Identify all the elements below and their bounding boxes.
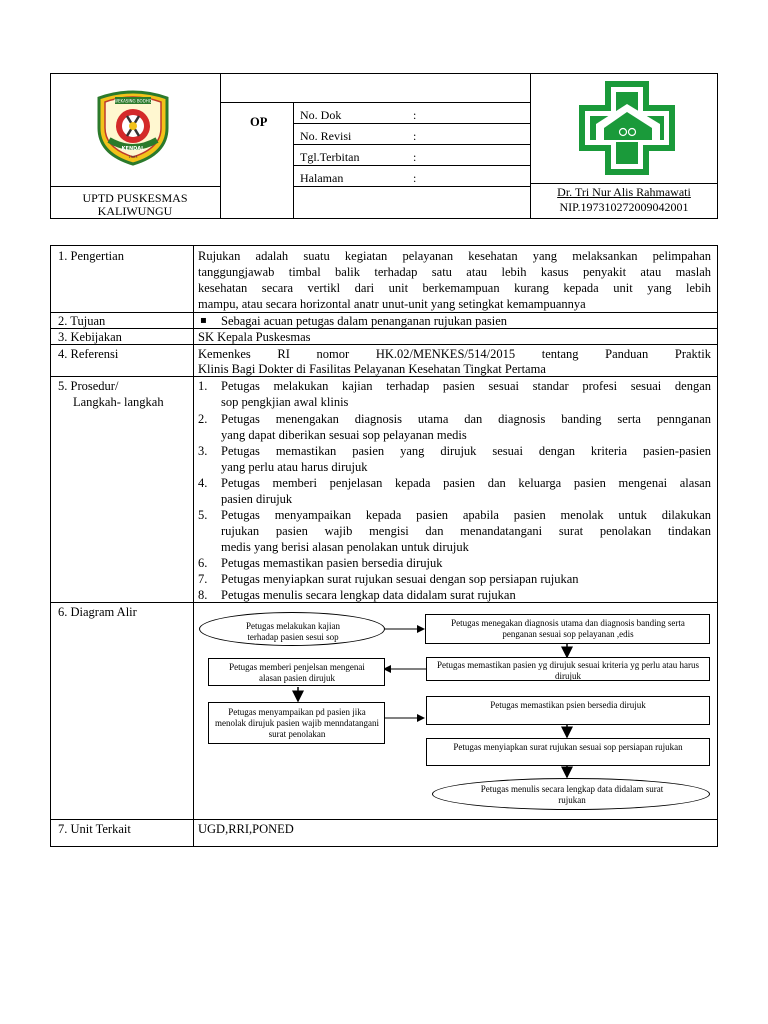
field-no-revisi: No. Revisi	[300, 129, 352, 143]
pengertian-label: 1. Pengertian	[58, 249, 124, 263]
tujuan-text: Sebagai acuan petugas dalam penanganan rujukan pasien	[221, 314, 507, 328]
kebijakan-label: 3. Kebijakan	[58, 330, 122, 344]
field-colon: :	[413, 129, 417, 143]
org-name-line1: UPTD PUSKESMAS	[82, 191, 188, 205]
pengertian-line: Rujukan adalah suatu kegiatan pelayanan kesehatan yang melaksankan pelimpahan	[198, 249, 711, 263]
kendal-emblem-icon	[91, 84, 175, 166]
prosedur-line: Petugas menulis secara lengkap data didalam surat rujukan	[221, 588, 516, 602]
prosedur-line: Petugas memberi penjelasan kepada pasien dan keluarga pasien mengenai alasan	[221, 476, 711, 490]
unit-label: 7. Unit Terkait	[58, 822, 131, 836]
prosedur-num: 4.	[198, 476, 208, 490]
prosedur-line: rujukan pasien wajib mengisi dan menandatangani surat penolakan tindakan	[221, 524, 711, 538]
flow-node-1	[199, 612, 385, 646]
flow-node-6	[426, 696, 710, 725]
flow-node-4-text: Petugas memberi penjelsan mengenai alasan pasien dirujuk	[229, 662, 365, 683]
flow-node-1-text: Petugas melakukan kajian terhadap pasien sesui sop	[246, 621, 340, 642]
referensi-line: Kemenkes RI nomor HK.02/MENKES/514/2015 tentang Panduan Praktik	[198, 347, 711, 361]
tujuan-label: 2. Tujuan	[58, 314, 106, 328]
prosedur-line: Petugas menyampaikan kepada pasien apabila pasien menolak untuk dilakukan	[221, 508, 711, 522]
kendal-emblem-logo	[91, 84, 175, 166]
prosedur-line: Petugas memastikan pasien bersedia dirujuk	[221, 556, 443, 570]
field-halaman: Halaman	[300, 171, 344, 185]
flow-node-3	[426, 657, 710, 681]
pengertian-line: mampu, atau secara horizontal anatr unut-unit yang setingkat kemampuannya	[198, 297, 586, 311]
field-colon: :	[413, 150, 417, 164]
flow-node-3-text: Petugas memastikan pasien yg dirujuk sesuai kriteria yg perlu atau harus dirujuk	[437, 660, 699, 681]
prosedur-num: 3.	[198, 444, 208, 458]
org-name-line2: KALIWUNGU	[97, 204, 173, 218]
svg-text:1993: 1993	[128, 155, 138, 159]
prosedur-line: Petugas menyiapkan surat rujukan sesuai dengan sop persiapan rujukan	[221, 572, 579, 586]
prosedur-line: Petugas melakukan kajian terhadap pasien sesuai standar profesi sesuai dengan	[221, 379, 711, 393]
prosedur-num: 1.	[198, 379, 208, 393]
prosedur-num: 2.	[198, 412, 208, 426]
svg-text:WEKASING BODHO: WEKASING BODHO	[114, 98, 152, 104]
flow-node-2	[425, 614, 710, 644]
prosedur-line: yang dapat diberikan sesuai sop pelayanan medis	[221, 428, 467, 442]
field-colon: :	[413, 171, 417, 185]
prosedur-num: 7.	[198, 572, 208, 586]
prosedur-num: 8.	[198, 588, 208, 602]
prosedur-line: yang perlu atau harus dirujuk	[221, 460, 368, 474]
signatory-nip: NIP.197310272009042001	[559, 200, 689, 214]
flow-node-8	[432, 778, 710, 810]
prosedur-num: 6.	[198, 556, 208, 570]
prosedur-line: medis yang berisi alasan penolakan untuk dirujuk	[221, 540, 469, 554]
diagram-label: 6. Diagram Alir	[58, 605, 137, 619]
svg-text:KENDAL: KENDAL	[121, 146, 145, 152]
prosedur-line: pasien dirujuk	[221, 492, 293, 506]
flow-node-4	[208, 658, 385, 686]
pengertian-line: tanggungjawab timbal balik terhadap satu atau lebih kasus penyakit atau maslah	[198, 265, 711, 279]
field-tgl-terbitan: Tgl.Terbitan	[300, 150, 360, 164]
flow-node-5-text: Petugas menyampaikan pd pasien jika menolak dirujuk pasien wajib menndatangani surat penolakan	[215, 707, 379, 739]
prosedur-line: Petugas menengakan diagnosis utama dan diagnosis banding serta pennganan	[221, 412, 711, 426]
referensi-label: 4. Referensi	[58, 347, 119, 361]
referensi-line: Klinis Bagi Dokter di Fasilitas Pelayanan Kesehatan Tingkat Pertama	[198, 362, 546, 376]
unit-text: UGD,RRI,PONED	[198, 822, 294, 836]
field-colon: :	[413, 108, 417, 122]
signatory-name: Dr. Tri Nur Alis Rahmawati	[557, 185, 691, 199]
prosedur-line: Petugas memastikan pasien yang dirujuk sesuai dengan kriteria pasien-pasien	[221, 444, 711, 458]
flow-node-7	[426, 738, 710, 766]
prosedur-line: sop pengkjian awal klinis	[221, 395, 349, 409]
puskesmas-logo	[578, 80, 676, 176]
prosedur-num: 5.	[198, 508, 208, 522]
flow-node-2-text: Petugas menegakan diagnosis utama dan diagnosis banding serta penganan sesuai sop pelayanan ,edis	[451, 618, 685, 639]
green-cross-icon	[578, 80, 676, 176]
flow-node-5	[208, 702, 385, 744]
flow-node-7-text: Petugas menyiapkan surat rujukan sesuai sop persiapan rujukan	[453, 742, 683, 752]
prosedur-label-2: Langkah- langkah	[73, 395, 164, 409]
field-no-dok: No. Dok	[300, 108, 342, 122]
kebijakan-text: SK Kepala Puskesmas	[198, 330, 311, 344]
flow-node-6-text: Petugas memastikan psien bersedia dirujuk	[490, 700, 646, 710]
doc-type-label: OP	[250, 115, 268, 129]
tujuan-bullet: ▪	[200, 315, 207, 326]
prosedur-label: 5. Prosedur/	[58, 379, 119, 393]
pengertian-line: kesehatan secara vertikl dari unit berkemampuan kurang kepada unit yang lebih	[198, 281, 711, 295]
flow-node-8-text: Petugas menulis secara lengkap data didalam surat rujukan	[480, 784, 664, 805]
